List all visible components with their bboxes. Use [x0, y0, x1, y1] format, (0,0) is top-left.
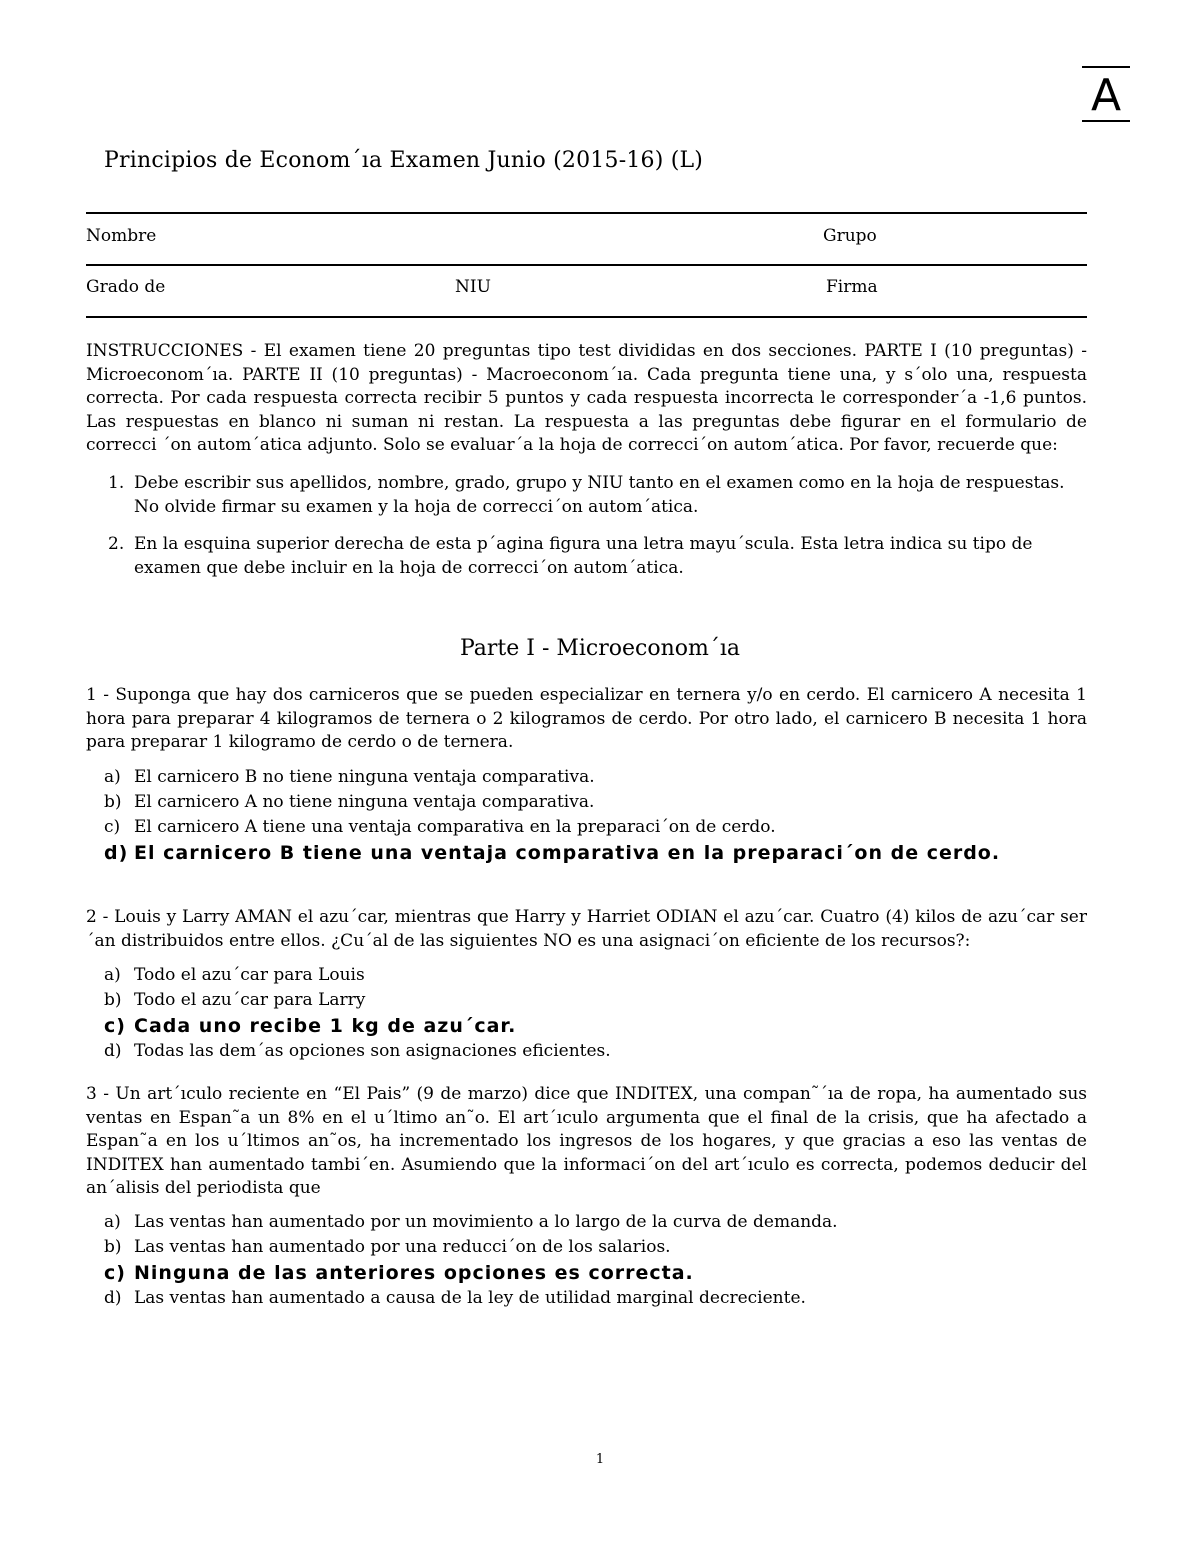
- option-a: [104, 765, 1024, 790]
- option-text: Las ventas han aumentado por una reducci´on de los salarios.: [134, 1237, 671, 1257]
- niu-label: NIU: [455, 277, 491, 297]
- option-text: Las ventas han aumentado a causa de la ley de utilidad marginal decreciente.: [134, 1288, 806, 1308]
- option-letter: d): [104, 1288, 122, 1308]
- grado-label: Grado de: [86, 277, 166, 297]
- firma-label: Firma: [826, 277, 878, 297]
- option-letter: b): [104, 990, 122, 1010]
- option-text: Cada uno recibe 1 kg de azu´car.: [134, 1015, 517, 1037]
- question-1-options: [104, 765, 1024, 866]
- option-letter: d): [104, 842, 129, 864]
- instruction-item: [104, 472, 1074, 519]
- option-text: Ninguna de las anteriores opciones es correcta.: [134, 1262, 694, 1284]
- option-c: [104, 815, 1024, 840]
- instruction-item: [104, 533, 1074, 580]
- option-b: [104, 988, 1024, 1013]
- option-a: [104, 963, 1024, 988]
- question-2-text: 2 - Louis y Larry AMAN el azu´car, mientras que Harry y Harriet ODIAN el azu´car. Cuatro (4) kilos de azu´car ser´an distribuidos entre ellos. ¿Cu´al de las siguientes NO es una asignaci´on eficiente de los recursos?:: [86, 907, 1087, 951]
- form-row-name: [86, 212, 1087, 264]
- instruction-text: Debe escribir sus apellidos, nombre, grado, grupo y NIU tanto en el examen como en la hoja de respuestas. No olvide firmar su examen y la hoja de correcci´on autom´atica.: [134, 473, 1065, 517]
- option-letter: b): [104, 792, 122, 812]
- option-text: Las ventas han aumentado por un movimiento a lo largo de la curva de demanda.: [134, 1212, 838, 1232]
- nombre-label: Nombre: [86, 226, 157, 246]
- option-letter: c): [104, 1262, 126, 1284]
- instruction-number: 2.: [108, 534, 125, 554]
- option-text: El carnicero A tiene una ventaja comparativa en la preparaci´on de cerdo.: [134, 817, 776, 837]
- question-3-options: [104, 1210, 1024, 1311]
- option-c-correct: [104, 1261, 1024, 1285]
- option-text: El carnicero B no tiene ninguna ventaja comparativa.: [134, 767, 595, 787]
- exam-type-letter: A: [1082, 66, 1130, 122]
- option-letter: a): [104, 965, 121, 985]
- question-3-text: 3 - Un art´ıculo reciente en “El Pais” (9 de marzo) dice que INDITEX, una compan˜´ıa de ropa, ha aumentado sus ventas en Espan˜a un 8% en el u´ltimo an˜o. El art´ıculo argumenta que el final de la crisis, que ha afectado a Espan˜a en los u´ltimos an˜os, ha incrementado los ingresos de los hogares, y que gracias a eso las ventas de INDITEX han aumentado tambi´en. Asumiendo que la informaci´on del art´ıculo es correcta, podemos deducir del an´alisis del periodista que: [86, 1084, 1087, 1198]
- option-text: El carnicero B tiene una ventaja comparativa en la preparaci´on de cerdo.: [134, 842, 1001, 864]
- option-b: [104, 790, 1024, 815]
- instructions-paragraph: INSTRUCCIONES - El examen tiene 20 preguntas tipo test divididas en dos secciones. PARTE I (10 preguntas) - Microeconom´ıa. PARTE II (10 preguntas) - Macroeconom´ıa. Cada pregunta tiene una, y s´olo una, respuesta correcta. Por cada respuesta correcta recibir 5 puntos y cada respuesta incorrecta le corresponder´a -1,6 puntos. Las respuestas en blanco ni suman ni restan. La respuesta a las preguntas debe figurar en el formulario de correcci ´on autom´atica adjunto. Solo se evaluar´a la hoja de correcci´on autom´atica. Por favor, recuerde que:: [86, 341, 1087, 455]
- option-letter: a): [104, 1212, 121, 1232]
- option-letter: c): [104, 817, 121, 837]
- instruction-text: En la esquina superior derecha de esta p´agina figura una letra mayu´scula. Esta letra indica su tipo de examen que debe incluir en la hoja de correcci´on autom´atica.: [134, 534, 1033, 578]
- instructions-list: [104, 472, 1074, 594]
- option-text: El carnicero A no tiene ninguna ventaja comparativa.: [134, 792, 595, 812]
- option-d: [104, 1039, 1024, 1064]
- grupo-label: Grupo: [823, 226, 877, 246]
- option-d: [104, 1286, 1024, 1311]
- option-text: Todo el azu´car para Larry: [134, 990, 366, 1010]
- instruction-number: 1.: [108, 473, 125, 493]
- option-text: Todo el azu´car para Louis: [134, 965, 365, 985]
- option-d-correct: [104, 841, 1024, 865]
- option-c-correct: [104, 1014, 1024, 1038]
- exam-title: Principios de Econom´ıa Examen Junio (2015-16) (L): [104, 148, 704, 173]
- question-1-text: 1 - Suponga que hay dos carniceros que se pueden especializar en ternera y/o en cerdo. El carnicero A necesita 1 hora para preparar 4 kilogramos de ternera o 2 kilogramos de cerdo. Por otro lado, el carnicero B necesita 1 hora para preparar 1 kilogramo de cerdo o de ternera.: [86, 685, 1087, 752]
- question-2-options: [104, 963, 1024, 1064]
- option-text: Todas las dem´as opciones son asignaciones eficientes.: [134, 1041, 611, 1061]
- section-title: Parte I - Microeconom´ıa: [459, 636, 741, 661]
- option-a: [104, 1210, 1024, 1235]
- option-letter: d): [104, 1041, 122, 1061]
- option-letter: a): [104, 767, 121, 787]
- option-letter: c): [104, 1015, 126, 1037]
- option-b: [104, 1235, 1024, 1260]
- form-row-degree: [86, 264, 1087, 318]
- student-info-form: [86, 212, 1087, 318]
- option-letter: b): [104, 1237, 122, 1257]
- page-number: 1: [595, 1452, 605, 1467]
